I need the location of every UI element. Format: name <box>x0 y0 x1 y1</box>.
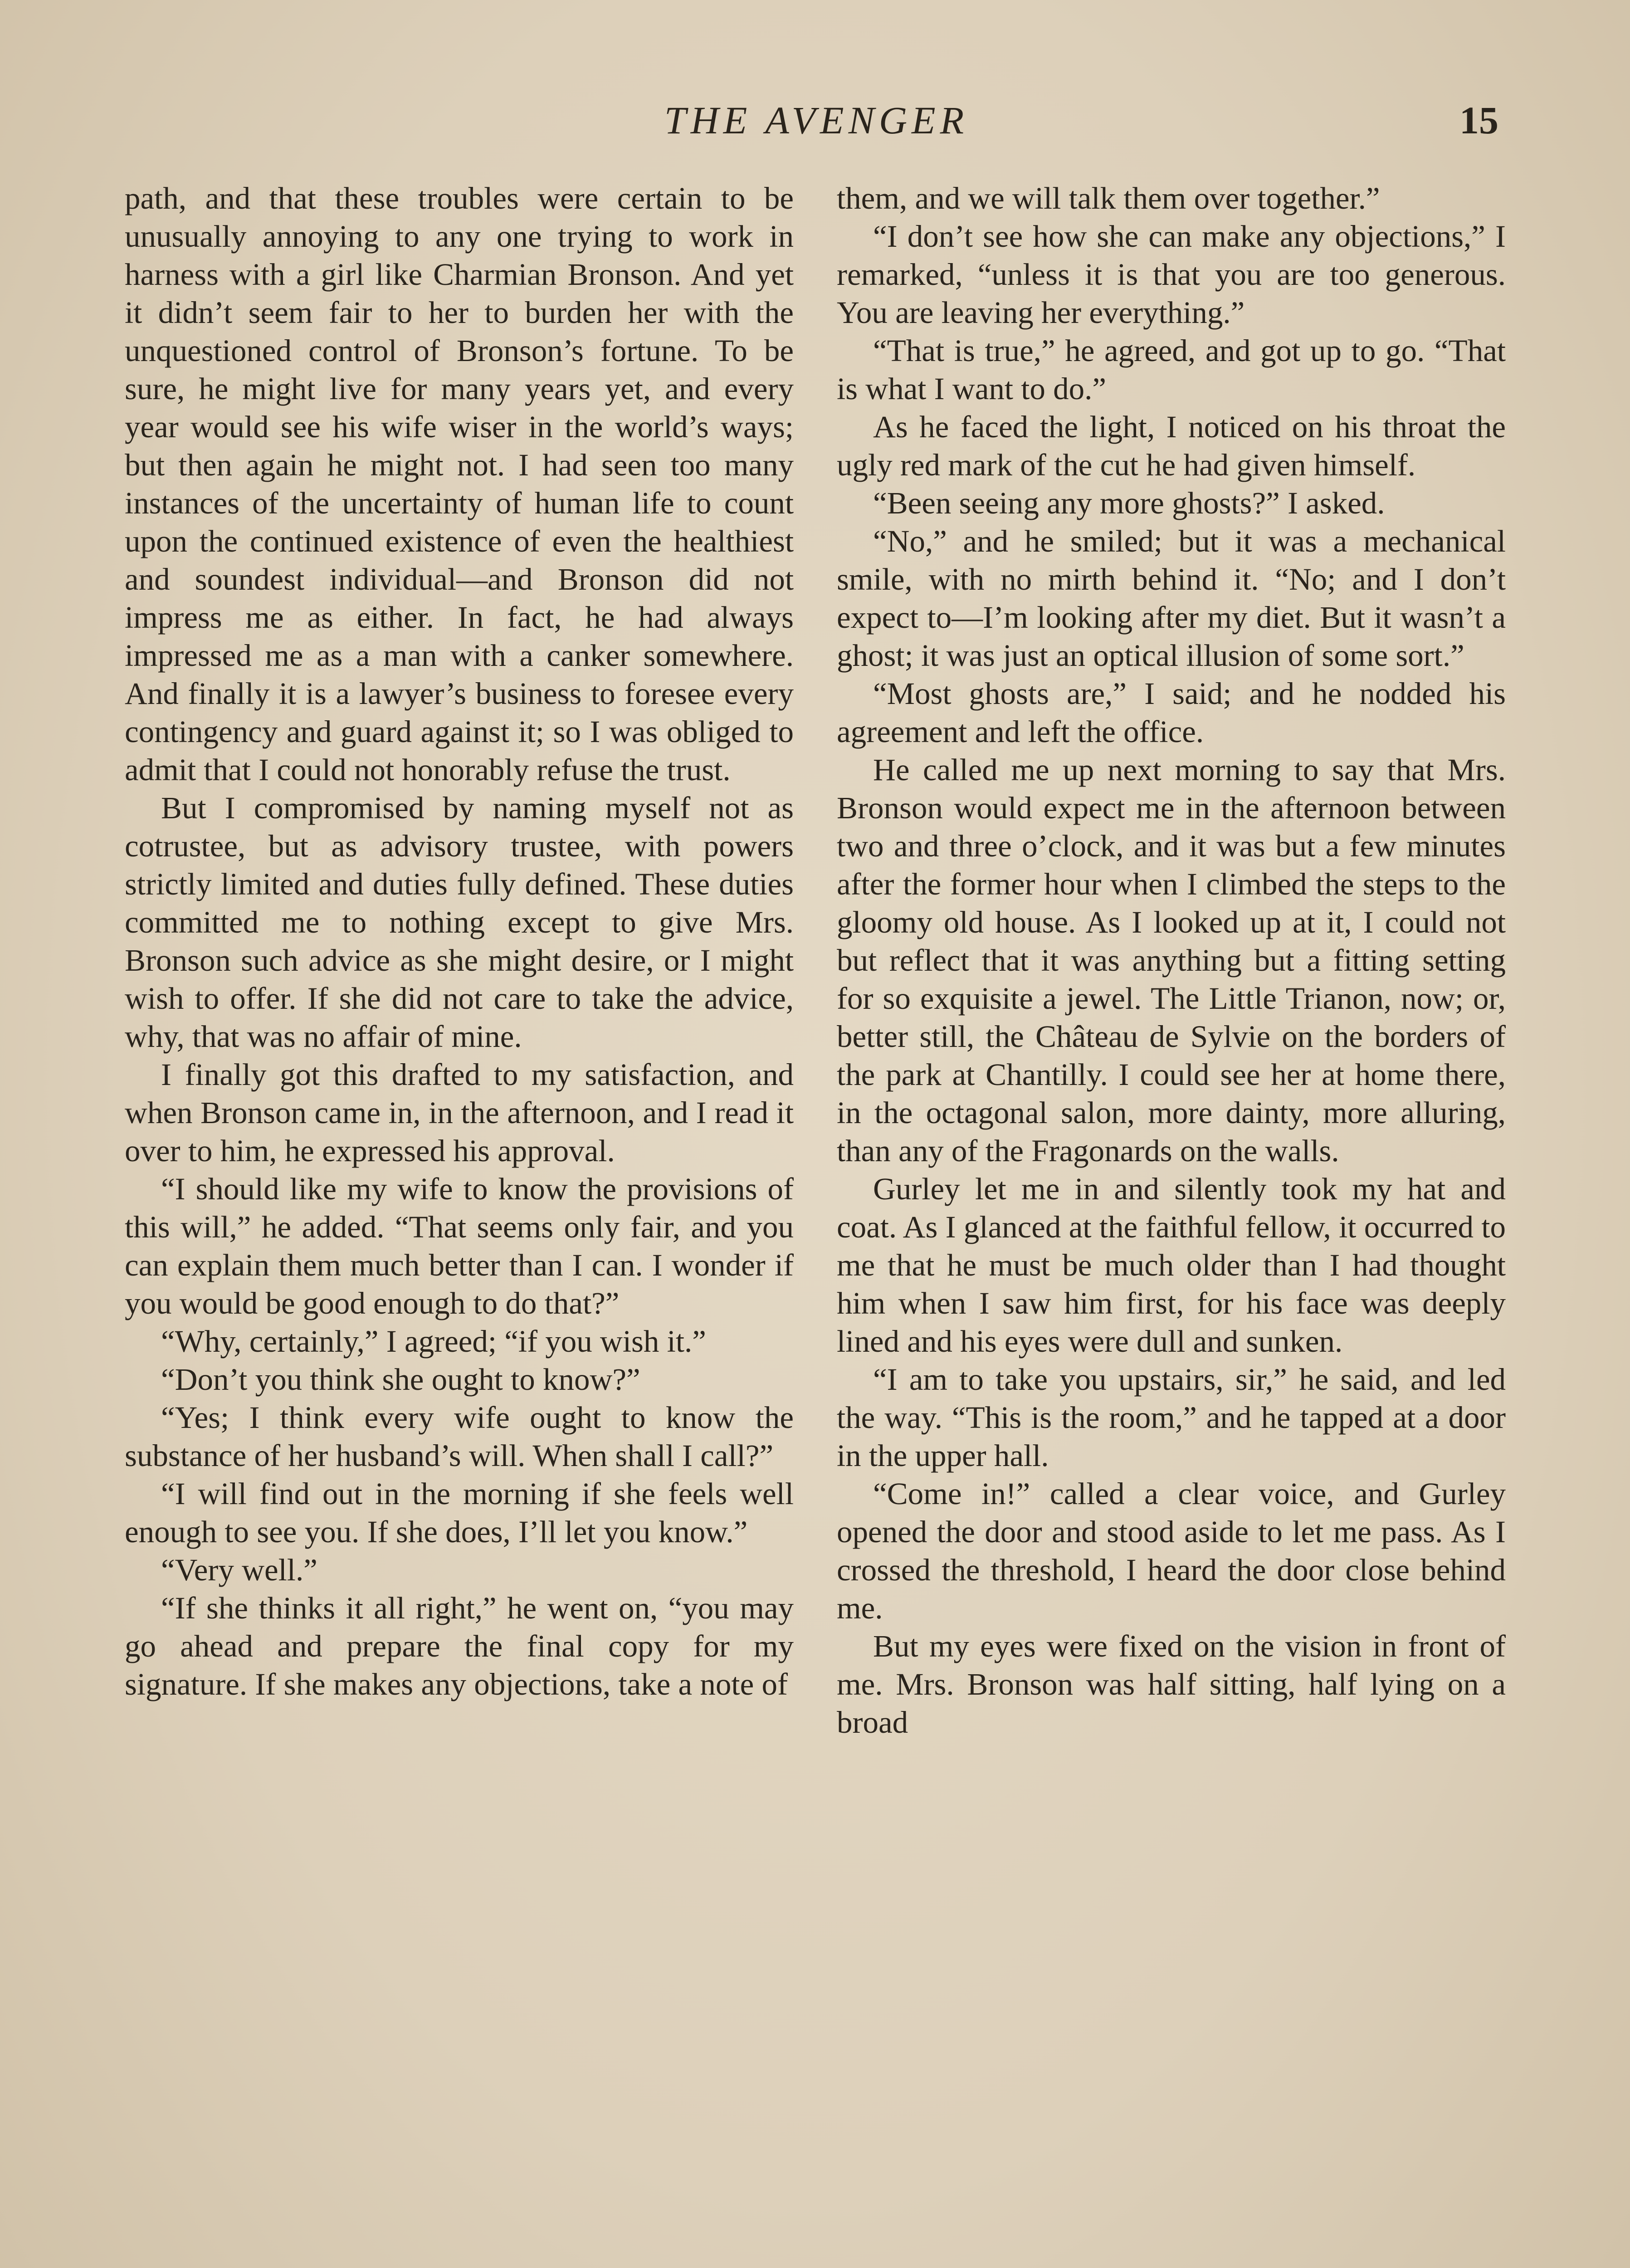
paragraph: them, and we will talk them over together.” <box>837 181 1380 215</box>
paragraph: “I am to take you upstairs, sir,” he said, and led the way. “This is the room,” and he tapped at a door in the upper hall. <box>837 1362 1506 1473</box>
paragraph: “If she thinks it all right,” he went on, “you may go ahead and prepare the final copy for my signature. If she makes any objections, take a note of <box>125 1591 794 1701</box>
paragraph: “Yes; I think every wife ought to know the substance of her husband’s will. When shall I call?” <box>125 1400 794 1473</box>
paragraph: As he faced the light, I noticed on his throat the ugly red mark of the cut he had given himself. <box>837 410 1506 482</box>
paragraph: “Come in!” called a clear voice, and Gurley opened the door and stood aside to let me pass. As I crossed the threshold, I heard the door close behind me. <box>837 1476 1506 1625</box>
right-text-column <box>837 179 1506 1741</box>
paragraph: “I will find out in the morning if she feels well enough to see you. If she does, I’ll let you know.” <box>125 1476 794 1549</box>
paragraph: “Most ghosts are,” I said; and he nodded his agreement and left the office. <box>837 676 1506 749</box>
paragraph: But my eyes were fixed on the vision in front of me. Mrs. Bronson was half sitting, half lying on a broad <box>837 1629 1506 1740</box>
paragraph: “No,” and he smiled; but it was a mechanical smile, with no mirth behind it. “No; and I don’t expect to—I’m looking after my diet. But it wasn’t a ghost; it was just an optical illusion of some sort.” <box>837 524 1506 673</box>
paragraph: I finally got this drafted to my satisfaction, and when Bronson came in, in the afternoon, and I read it over to him, he expressed his approval. <box>125 1057 794 1168</box>
running-title: THE AVENGER <box>664 98 969 142</box>
paragraph: “That is true,” he agreed, and got up to go. “That is what I want to do.” <box>837 333 1506 406</box>
paragraph: “Been seeing any more ghosts?” I asked. <box>873 486 1385 520</box>
paragraph: “Very well.” <box>161 1553 317 1587</box>
paragraph: Gurley let me in and silently took my hat and coat. As I glanced at the faithful fellow, it occurred to me that he must be much older than I had thought him when I saw him first, for his face was deeply lined and his eyes were dull and sunken. <box>837 1172 1506 1359</box>
paragraph: “Don’t you think she ought to know?” <box>161 1362 640 1397</box>
left-text-column <box>125 179 794 1703</box>
paragraph: path, and that these troubles were certain to be unusually annoying to any one trying to work in harness with a girl like Charmian Bronson. And yet it didn’t seem fair to her to burden her with the unquestioned control of Bronson’s fortune. To be sure, he might live for many years yet, and every year would see his wife wiser in the world’s ways; but then again he might not. I had seen too many instances of the uncertainty of human life to count upon the continued existence of even the healthiest and soundest individual—and Bronson did not impress me as either. In fact, he had always impressed me as a man with a canker somewhere. And finally it is a lawyer’s business to foresee every contingency and guard against it; so I was obliged to admit that I could not honorably refuse the trust. <box>125 181 794 787</box>
paragraph: “I should like my wife to know the provisions of this will,” he added. “That seems only fair, and you can explain them much better than I can. I wonder if you would be good enough to do that?” <box>125 1172 794 1320</box>
page-number: 15 <box>1459 98 1498 142</box>
paragraph: “Why, certainly,” I agreed; “if you wish it.” <box>161 1324 706 1359</box>
paragraph: He called me up next morning to say that Mrs. Bronson would expect me in the afternoon between two and three o’clock, and it was but a few minutes after the former hour when I climbed the steps to the gloomy old house. As I looked up at it, I could not but reflect that it was anything but a fitting setting for so exquisite a jewel. The Little Trianon, now; or, better still, the Château de Sylvie on the borders of the park at Chantilly. I could see her at home there, in the octagonal salon, more dainty, more alluring, than any of the Fragonards on the walls. <box>837 753 1506 1168</box>
paragraph: “I don’t see how she can make any objections,” I remarked, “unless it is that you are too generous. You are leaving her everything.” <box>837 219 1506 330</box>
paragraph: But I compromised by naming myself not as cotrustee, but as advisory trustee, with powers strictly limited and duties fully defined. These duties committed me to nothing except to give Mrs. Bronson such advice as she might desire, or I might wish to offer. If she did not care to take the advice, why, that was no affair of mine. <box>125 791 794 1054</box>
